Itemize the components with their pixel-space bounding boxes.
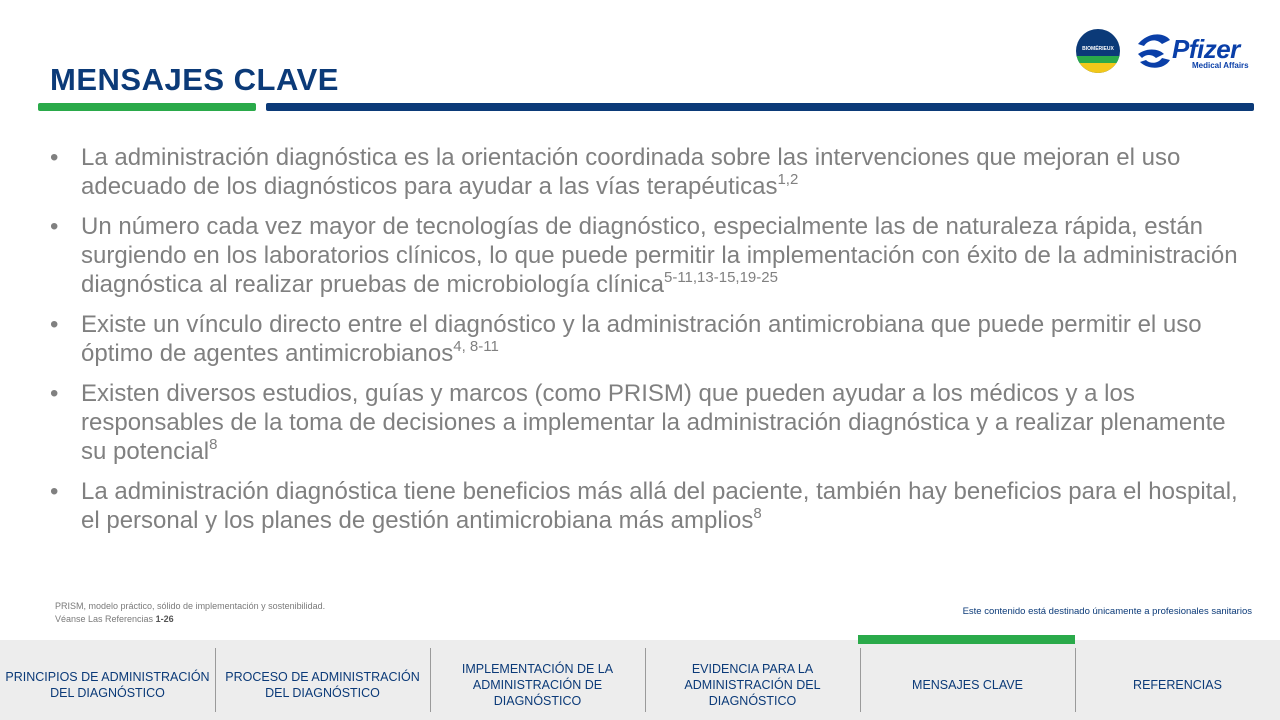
list-item: • Existen diversos estudios, guías y marcos (como PRISM) que pueden ayudar a los médicos y a los responsables de la toma de decisiones a implementar la administración diagnóstica y a realizar plenamente su potencial$^8$ [50, 379, 1250, 466]
footnote-abbreviation: PRISM, modelo práctico, sólido de implementación y sostenibilidad. [55, 601, 326, 611]
pfizer-logo [1134, 28, 1259, 74]
footnote-references: Véanse Las Referencias 1-26 [55, 614, 174, 624]
nav-tab-principios[interactable]: PRINCIPIOS DE ADMINISTRACIÓN DEL DIAGNÓSTICO [5, 670, 210, 700]
nav-tab-proceso[interactable]: PROCESO DE ADMINISTRACIÓN DEL DIAGNÓSTICO [215, 640, 430, 720]
list-item: • La administración diagnóstica tiene beneficios más allá del paciente, también hay beneficios para el hospital, el personal y los planes de gestión antimicrobiana más amplios$^8$ [50, 477, 1250, 535]
list-item: • Existe un vínculo directo entre el diagnóstico y la administración antimicrobiana que puede permitir el uso óptimo de agentes antimicrobianos$^{4, 8-11}$ [50, 310, 1250, 368]
footnote [55, 600, 325, 626]
pfizer-wordmark: Pfizer [1172, 34, 1240, 64]
nav-tab-mensajes-clave[interactable]: MENSAJES CLAVE [860, 640, 1075, 720]
title-accent-bar-green [38, 103, 256, 111]
page-title: MENSAJES CLAVE [50, 62, 339, 97]
list-item: • La administración diagnóstica es la orientación coordinada sobre las intervenciones que mejoran el uso adecuado de los diagnósticos para ayudar a las vías terapéuticas$^{1,2}$ [50, 143, 1250, 201]
list-item: • Un número cada vez mayor de tecnologías de diagnóstico, especialmente las de naturaleza rápida, están surgiendo en los laboratorios clínicos, lo que puede permitir la implementación con éxito de la administración diagnóstica al realizar pruebas de microbiología clínica$^{5-11,13-15,19-25}$ [50, 212, 1250, 299]
bottom-navigation [0, 640, 1280, 720]
title-accent-bar-blue [266, 103, 1254, 111]
nav-tab-implementacion[interactable]: IMPLEMENTACIÓN DE LA ADMINISTRACIÓN DE DIAGNÓSTICO [430, 640, 645, 720]
pfizer-helix-icon [1134, 28, 1174, 74]
biomerieux-logo [1075, 28, 1121, 74]
disclaimer-text: Este contenido está destinado únicamente a profesionales sanitarios [962, 606, 1252, 617]
nav-tab-referencias[interactable]: REFERENCIAS [1075, 640, 1280, 720]
pfizer-subtitle: Medical Affairs [1192, 61, 1249, 70]
nav-tab-evidencia[interactable]: EVIDENCIA PARA LA ADMINISTRACIÓN DEL DIAGNÓSTICO [645, 640, 860, 720]
key-messages-list [50, 143, 1250, 546]
svg-text:BIOMÉRIEUX: BIOMÉRIEUX [1082, 46, 1114, 52]
